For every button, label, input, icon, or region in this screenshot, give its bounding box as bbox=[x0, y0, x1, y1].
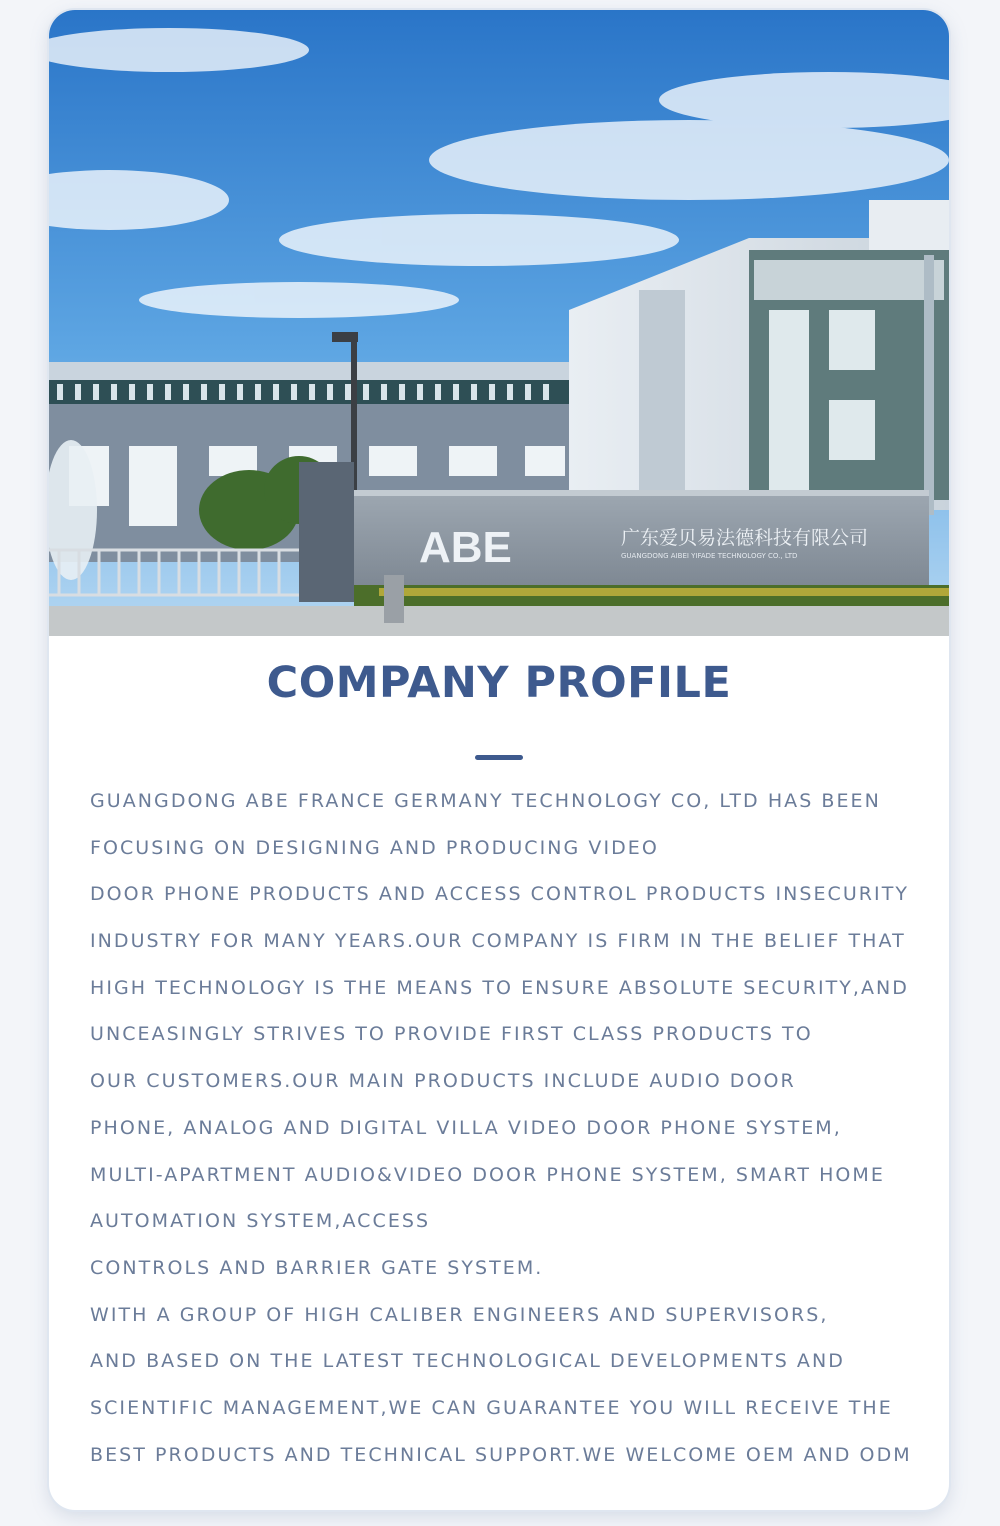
company-profile-card bbox=[49, 10, 949, 1510]
paragraph-line: HIGH TECHNOLOGY IS THE MEANS TO ENSURE ABSOLUTE SECURITY,AND bbox=[90, 976, 909, 999]
paragraph-line: DOOR PHONE PRODUCTS AND ACCESS CONTROL PRODUCTS INSECURITY bbox=[90, 883, 910, 906]
page-title: COMPANY PROFILE bbox=[266, 658, 732, 708]
sign-brand-text: ABE bbox=[419, 523, 512, 572]
paragraph-line: AND BASED ON THE LATEST TECHNOLOGICAL DEVELOPMENTS AND bbox=[90, 1350, 845, 1373]
title-divider bbox=[475, 755, 523, 760]
paragraph-line: UNCEASINGLY STRIVES TO PROVIDE FIRST CLASS PRODUCTS TO bbox=[90, 1023, 813, 1046]
paragraph-line: GUANGDONG ABE FRANCE GERMANY TECHNOLOGY CO, LTD HAS BEEN bbox=[90, 790, 881, 812]
sign-en-name-text: GUANGDONG AIBEI YIFADE TECHNOLOGY CO., LTD bbox=[621, 552, 798, 560]
paragraph-line: BEST PRODUCTS AND TECHNICAL SUPPORT.WE WELCOME OEM AND ODM bbox=[90, 1443, 912, 1466]
company-building-photo bbox=[49, 10, 949, 636]
paragraph-line: PHONE, ANALOG AND DIGITAL VILLA VIDEO DOOR PHONE SYSTEM, bbox=[90, 1116, 842, 1139]
sign-cn-name-text: 广东爱贝易法德科技有限公司 bbox=[621, 527, 869, 549]
paragraph-line: INDUSTRY FOR MANY YEARS.OUR COMPANY IS FIRM IN THE BELIEF THAT bbox=[90, 930, 906, 953]
paragraph-line: MULTI-APARTMENT AUDIO&VIDEO DOOR PHONE SYSTEM, SMART HOME bbox=[90, 1163, 885, 1186]
paragraph-line: SCIENTIFIC MANAGEMENT,WE CAN GUARANTEE YOU WILL RECEIVE THE bbox=[90, 1396, 893, 1419]
paragraph-line: WITH A GROUP OF HIGH CALIBER ENGINEERS AND SUPERVISORS, bbox=[90, 1303, 829, 1326]
profile-paragraph bbox=[90, 778, 940, 1478]
paragraph-line: CONTROLS AND BARRIER GATE SYSTEM. bbox=[90, 1256, 544, 1279]
paragraph-line: AUTOMATION SYSTEM,ACCESS bbox=[90, 1210, 431, 1233]
paragraph-line: FOCUSING ON DESIGNING AND PRODUCING VIDEO bbox=[90, 836, 659, 859]
paragraph-line: OUR CUSTOMERS.OUR MAIN PRODUCTS INCLUDE AUDIO DOOR bbox=[90, 1070, 796, 1093]
